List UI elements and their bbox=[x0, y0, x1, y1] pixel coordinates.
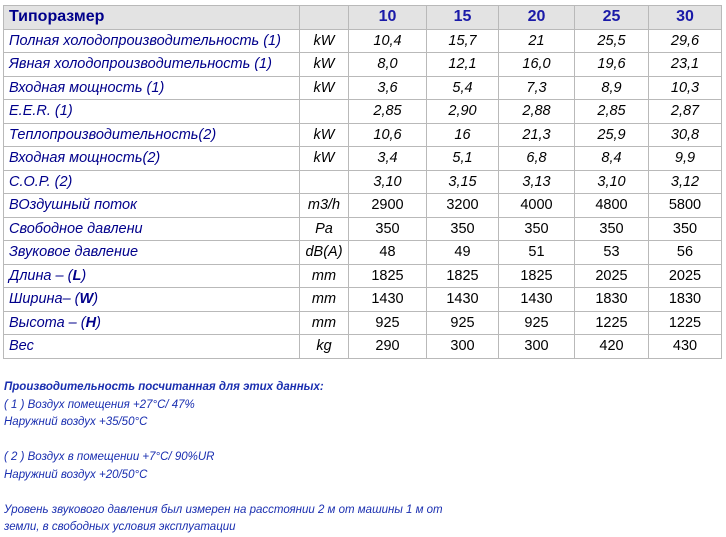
table-row bbox=[4, 29, 722, 53]
row-value: 350 bbox=[499, 217, 575, 241]
header-size: 20 bbox=[499, 6, 575, 30]
row-value: 51 bbox=[499, 241, 575, 265]
row-value: 53 bbox=[575, 241, 649, 265]
row-value: 25,5 bbox=[575, 29, 649, 53]
row-value: 1825 bbox=[499, 264, 575, 288]
table-row bbox=[4, 100, 722, 124]
row-value: 430 bbox=[649, 335, 722, 359]
header-unit-cell bbox=[300, 6, 349, 30]
row-label: Высота – (H) bbox=[4, 311, 300, 335]
row-unit: kW bbox=[300, 29, 349, 53]
row-unit: kW bbox=[300, 76, 349, 100]
table-header-row bbox=[4, 6, 722, 30]
row-value: 56 bbox=[649, 241, 722, 265]
header-label: Типоразмер bbox=[4, 6, 300, 30]
row-unit: mm bbox=[300, 311, 349, 335]
row-label: Вес bbox=[4, 335, 300, 359]
note-condition-1-outdoor: Наружний воздух +35/50°С bbox=[4, 416, 148, 428]
row-unit: kW bbox=[300, 147, 349, 171]
row-value: 25,9 bbox=[575, 123, 649, 147]
row-label: Явная холодопроизводительность (1) bbox=[4, 53, 300, 77]
row-label: Теплопроизводительность(2) bbox=[4, 123, 300, 147]
row-value: 3,13 bbox=[499, 170, 575, 194]
row-unit bbox=[300, 100, 349, 124]
table-row bbox=[4, 264, 722, 288]
row-value: 21,3 bbox=[499, 123, 575, 147]
row-value: 6,8 bbox=[499, 147, 575, 171]
table-row bbox=[4, 288, 722, 312]
row-value: 350 bbox=[575, 217, 649, 241]
row-value: 21 bbox=[499, 29, 575, 53]
row-value: 420 bbox=[575, 335, 649, 359]
row-value: 2,90 bbox=[427, 100, 499, 124]
row-value: 19,6 bbox=[575, 53, 649, 77]
row-value: 10,6 bbox=[349, 123, 427, 147]
row-value: 48 bbox=[349, 241, 427, 265]
row-value: 2,87 bbox=[649, 100, 722, 124]
row-value: 10,3 bbox=[649, 76, 722, 100]
row-label: Полная холодопроизводительность (1) bbox=[4, 29, 300, 53]
row-value: 5,1 bbox=[427, 147, 499, 171]
row-value: 2,85 bbox=[575, 100, 649, 124]
row-value: 16,0 bbox=[499, 53, 575, 77]
row-label: C.O.P. (2) bbox=[4, 170, 300, 194]
table-row bbox=[4, 217, 722, 241]
row-label: ВОздушный поток bbox=[4, 194, 300, 218]
row-unit: mm bbox=[300, 288, 349, 312]
row-value: 15,7 bbox=[427, 29, 499, 53]
row-label: Входная мощность (1) bbox=[4, 76, 300, 100]
row-value: 8,4 bbox=[575, 147, 649, 171]
row-unit: dB(A) bbox=[300, 241, 349, 265]
row-value: 1430 bbox=[427, 288, 499, 312]
row-value: 9,9 bbox=[649, 147, 722, 171]
header-size: 25 bbox=[575, 6, 649, 30]
row-unit: kW bbox=[300, 123, 349, 147]
row-value: 290 bbox=[349, 335, 427, 359]
footnotes bbox=[4, 379, 704, 537]
row-value: 3200 bbox=[427, 194, 499, 218]
row-value: 1225 bbox=[649, 311, 722, 335]
row-value: 2025 bbox=[575, 264, 649, 288]
row-value: 5800 bbox=[649, 194, 722, 218]
row-value: 3,4 bbox=[349, 147, 427, 171]
row-value: 925 bbox=[349, 311, 427, 335]
row-value: 925 bbox=[499, 311, 575, 335]
header-size: 30 bbox=[649, 6, 722, 30]
row-value: 1430 bbox=[499, 288, 575, 312]
row-value: 3,6 bbox=[349, 76, 427, 100]
note-condition-2-outdoor: Наружний воздух +20/50°С bbox=[4, 468, 148, 481]
row-value: 30,8 bbox=[649, 123, 722, 147]
row-label: Длина – (L) bbox=[4, 264, 300, 288]
row-value: 1830 bbox=[575, 288, 649, 312]
row-value: 16 bbox=[427, 123, 499, 147]
row-value: 2,85 bbox=[349, 100, 427, 124]
table-row bbox=[4, 194, 722, 218]
table-row bbox=[4, 311, 722, 335]
table-row bbox=[4, 241, 722, 265]
row-unit: kW bbox=[300, 53, 349, 77]
row-value: 350 bbox=[649, 217, 722, 241]
row-value: 350 bbox=[349, 217, 427, 241]
row-label: Звуковое давление bbox=[4, 241, 300, 265]
row-unit: kg bbox=[300, 335, 349, 359]
row-value: 1825 bbox=[427, 264, 499, 288]
note-condition-1: ( 1 ) Воздух помещения +27°С/ 47% bbox=[4, 398, 195, 411]
row-value: 7,3 bbox=[499, 76, 575, 100]
row-value: 12,1 bbox=[427, 53, 499, 77]
row-value: 1225 bbox=[575, 311, 649, 335]
row-value: 3,12 bbox=[649, 170, 722, 194]
table-row bbox=[4, 170, 722, 194]
row-unit bbox=[300, 170, 349, 194]
header-size: 10 bbox=[349, 6, 427, 30]
row-label: Свободное давлени bbox=[4, 217, 300, 241]
row-value: 8,0 bbox=[349, 53, 427, 77]
row-value: 2025 bbox=[649, 264, 722, 288]
row-label: Ширина– (W) bbox=[4, 288, 300, 312]
notes-title: Производительность посчитанная для этих данных: bbox=[4, 381, 324, 393]
notes-spacer bbox=[4, 432, 704, 450]
row-value: 29,6 bbox=[649, 29, 722, 53]
row-value: 10,4 bbox=[349, 29, 427, 53]
table-row bbox=[4, 123, 722, 147]
row-value: 8,9 bbox=[575, 76, 649, 100]
row-value: 4800 bbox=[575, 194, 649, 218]
header-size: 15 bbox=[427, 6, 499, 30]
row-value: 300 bbox=[499, 335, 575, 359]
table-row bbox=[4, 147, 722, 171]
table-row bbox=[4, 76, 722, 100]
row-label: E.E.R. (1) bbox=[4, 100, 300, 124]
row-value: 23,1 bbox=[649, 53, 722, 77]
note-condition-2: ( 2 ) Воздух в помещении +7°С/ 90%UR bbox=[4, 451, 215, 463]
notes-spacer bbox=[4, 484, 704, 502]
row-value: 300 bbox=[427, 335, 499, 359]
spec-table bbox=[3, 5, 722, 359]
row-value: 5,4 bbox=[427, 76, 499, 100]
table-row bbox=[4, 335, 722, 359]
row-value: 1430 bbox=[349, 288, 427, 312]
row-value: 2,88 bbox=[499, 100, 575, 124]
row-value: 2900 bbox=[349, 194, 427, 218]
row-unit: m3/h bbox=[300, 194, 349, 218]
table-row bbox=[4, 53, 722, 77]
row-value: 1825 bbox=[349, 264, 427, 288]
row-value: 49 bbox=[427, 241, 499, 265]
row-value: 3,10 bbox=[575, 170, 649, 194]
row-value: 4000 bbox=[499, 194, 575, 218]
row-value: 3,10 bbox=[349, 170, 427, 194]
note-sound-pressure-cont: земли, в свободных условия эксплуатации bbox=[4, 521, 236, 533]
note-sound-pressure: Уровень звукового давления был измерен на расстоянии 2 м от машины 1 м от bbox=[4, 503, 443, 516]
row-value: 1830 bbox=[649, 288, 722, 312]
row-unit: Pa bbox=[300, 217, 349, 241]
row-value: 3,15 bbox=[427, 170, 499, 194]
row-unit: mm bbox=[300, 264, 349, 288]
row-label: Входная мощность(2) bbox=[4, 147, 300, 171]
row-value: 350 bbox=[427, 217, 499, 241]
row-value: 925 bbox=[427, 311, 499, 335]
